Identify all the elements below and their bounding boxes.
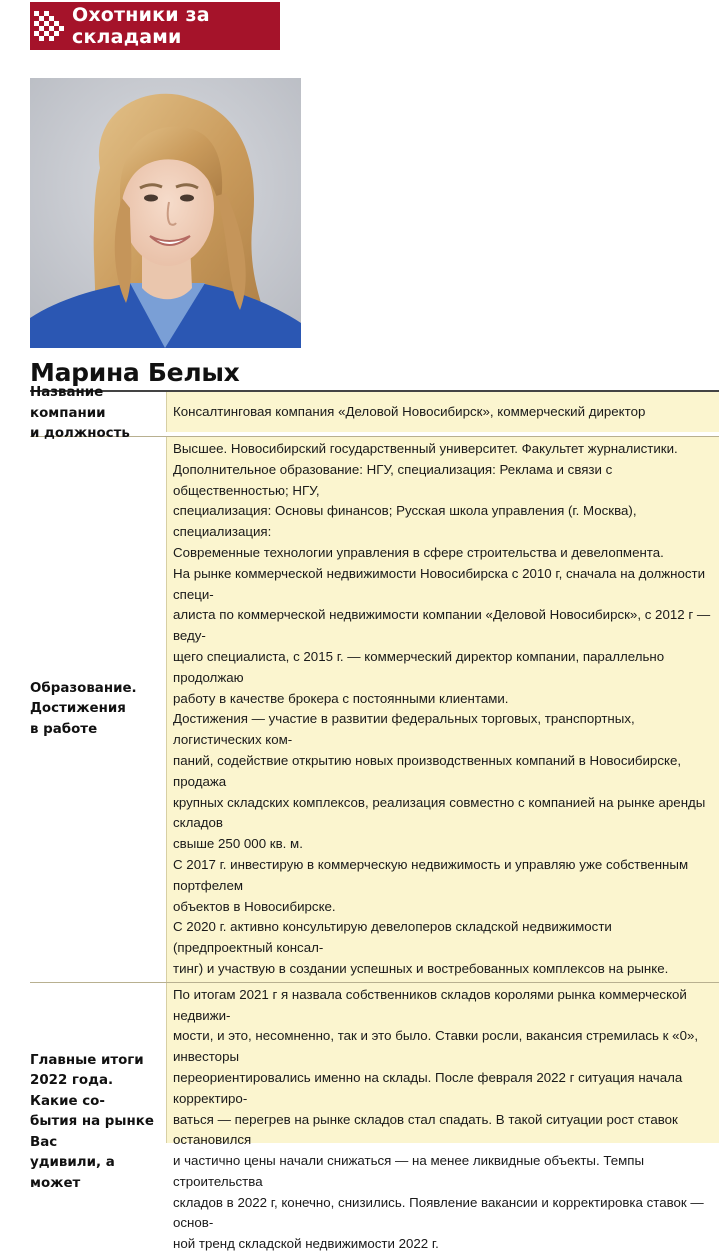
checker-pattern-logo-icon: [34, 11, 64, 41]
value-line: ной тренд складской недвижимости 2022 г.: [173, 1236, 439, 1252]
value-line: щего специалиста, с 2015 г. — коммерческий директор компании, параллельно продолжаю: [173, 648, 665, 685]
value-line: объектов в Новосибирске.: [173, 898, 336, 914]
value-line: Высшее. Новосибирский государственный университет. Факультет журналистики.: [173, 441, 678, 456]
value-line: Достижения — участие в развитии федеральных торговых, транспортных, логистических ком-: [173, 711, 635, 748]
value-line: Консалтинговая компания «Деловой Новосибирск», коммерческий директор: [173, 403, 646, 419]
label-line: Достижения: [30, 701, 126, 717]
row-label: [30, 983, 166, 1191]
value-line: тинг) и участвую в создании успешных и востребованных комплексов на рынке.: [173, 960, 669, 976]
rubric-title: Охотники за складами: [72, 4, 210, 48]
label-line: 2022 года. Какие со-: [30, 1073, 114, 1109]
value-line: Дополнительное образование: НГУ, специализация: Реклама и связи с общественностью; НГУ,: [173, 461, 613, 498]
value-line: свыше 250 000 кв. м.: [173, 836, 303, 852]
value-line: специализация: Основы финансов; Русская школа управления (г. Москва), специализация:: [173, 503, 637, 540]
value-line: По итогам 2021 г я назвала собственников складов королями рынка коммерческой недвижи-: [173, 986, 687, 1023]
row-label: [30, 385, 166, 442]
person-name: Марина Белых: [30, 358, 240, 387]
table-row-company: [30, 385, 719, 442]
value-line: складов в 2022 г, конечно, снизились. Появление вакансии и корректировка ставок — основ-: [173, 1194, 704, 1231]
profile-table: [30, 385, 719, 1252]
label-line: Образование.: [30, 680, 137, 696]
row-value: [166, 392, 719, 432]
label-line: Название компании: [30, 385, 106, 421]
rubric-header: [30, 2, 280, 50]
row-label: [30, 437, 166, 982]
value-line: Современные технологии управления в сфере строительства и девелопмента.: [173, 544, 664, 560]
label-line: в работе: [30, 721, 98, 737]
value-line: С 2017 г. инвестирую в коммерческую недвижимость и управляю уже собственным портфелем: [173, 856, 689, 893]
value-line: работу в качестве брокера с постоянными клиентами.: [173, 690, 509, 706]
label-line: бытия на рынке Вас: [30, 1114, 154, 1150]
portrait-photo: [30, 78, 301, 348]
value-line: паний, содействие открытию новых производственных компаний в Новосибирске, продажа: [173, 752, 682, 789]
value-line: ваться — перегрев на рынке складов стал спадать. В такой ситуации рост ставок остановился: [173, 1111, 678, 1148]
table-row-results: [30, 982, 719, 1252]
label-line: Главные итоги: [30, 1052, 144, 1068]
row-value: [166, 437, 719, 982]
value-line: На рынке коммерческой недвижимости Новосибирска с 2010 г, сначала на должности специ-: [173, 565, 706, 602]
table-row-education: [30, 436, 719, 982]
value-line: и частично цены начали снижаться — на менее ликвидные объекты. Темпы строительства: [173, 1153, 645, 1189]
value-line: крупных складских комплексов, реализация совместно с компанией на рынке аренды складов: [173, 794, 706, 831]
value-line: переориентировались именно на склады. После февраля 2022 г ситуация начала корректиро-: [173, 1069, 683, 1106]
row-value: [166, 983, 719, 1252]
label-line: и должность: [30, 426, 130, 442]
label-line: удивили, а может: [30, 1155, 115, 1191]
value-line: мости, и это, несомненно, так и это было. Ставки росли, вакансия стремилась к «0», инвесторы: [173, 1028, 699, 1065]
value-line: С 2020 г. активно консультирую девелоперов складской недвижимости (предпроектный консал-: [173, 919, 612, 956]
value-line: алиста по коммерческой недвижимости компании «Деловой Новосибирск», с 2012 г — веду-: [173, 607, 711, 644]
